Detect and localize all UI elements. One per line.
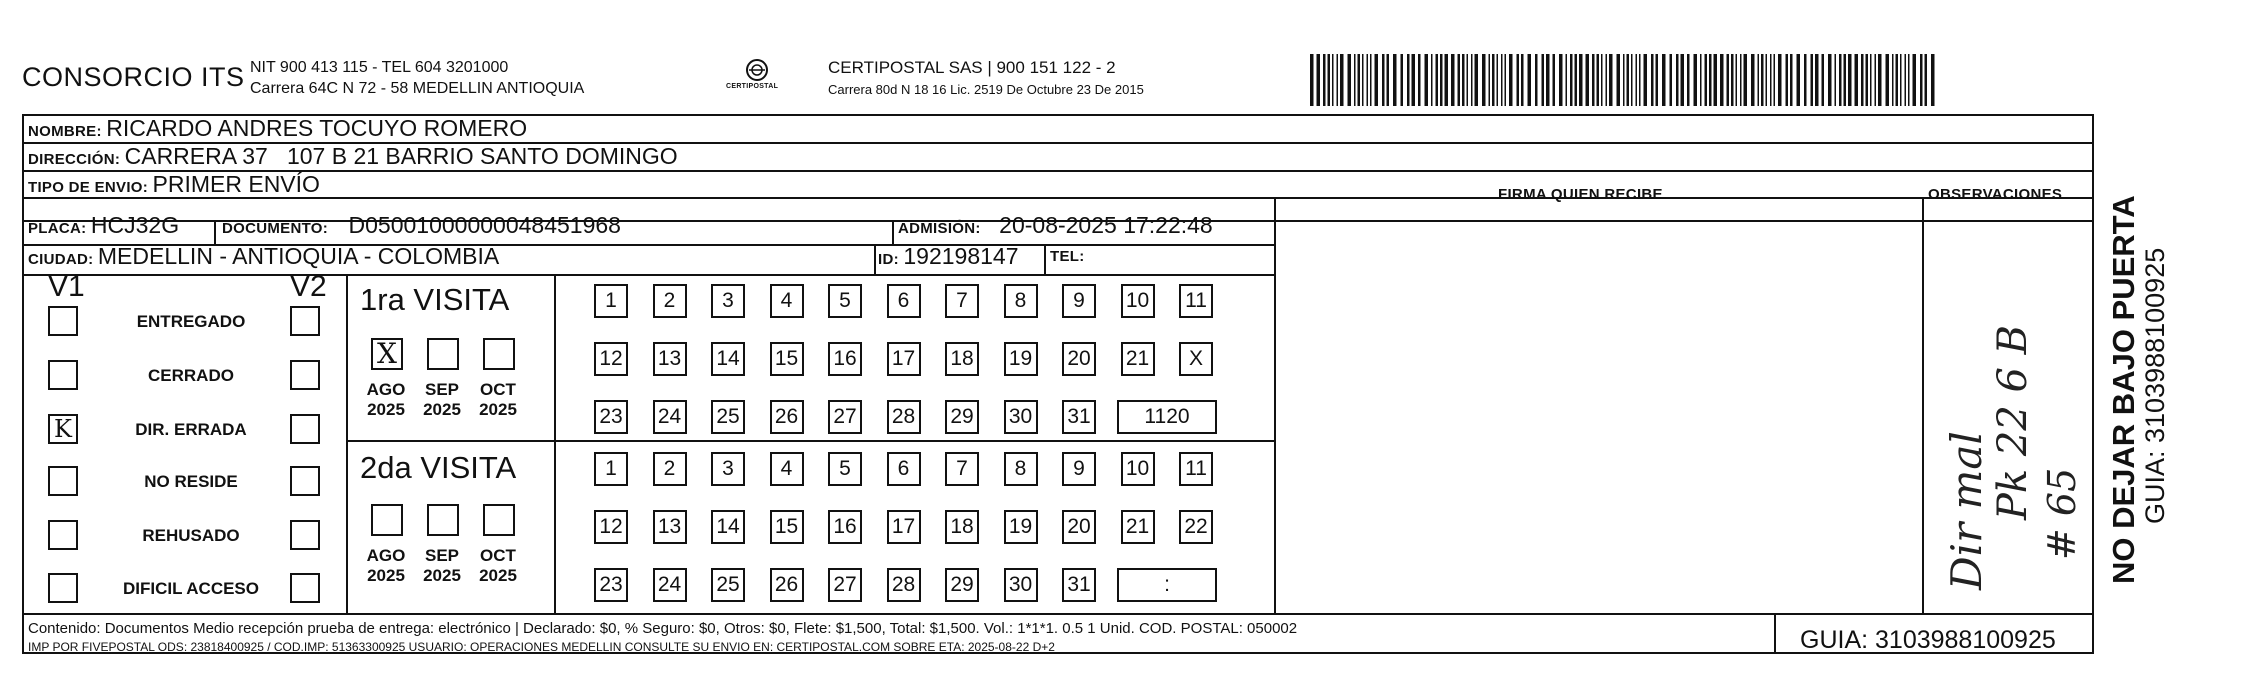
barcode-bar [1509,54,1513,106]
day-box[interactable]: 23 [594,568,628,602]
barcode-bar [1387,54,1390,106]
barcode-bar [1908,54,1910,106]
barcode-bar [1835,54,1837,106]
year-label: 2025 [423,400,461,419]
year-label: 2025 [367,400,405,419]
barcode-bar [1332,54,1334,106]
barcode-bar [1370,54,1372,106]
barcode-bar [1790,54,1793,106]
barcode-bar [1617,54,1621,106]
barcode-bar [1475,54,1479,106]
day-box[interactable]: 30 [1004,400,1038,434]
day-box[interactable]: 15 [770,342,804,376]
day-box[interactable]: 19 [1004,510,1038,544]
day-box[interactable]: 9 [1062,284,1096,318]
barcode-bar [1778,54,1782,106]
documento-value: D05001000000048451968 [348,212,621,238]
barcode-bar [1418,54,1421,106]
barcode-bar [1714,54,1718,106]
company-name: CONSORCIO ITS [22,62,245,92]
v1-checkbox[interactable]: K [48,414,78,444]
barcode-bar [1848,54,1852,106]
barcode-bar [1579,54,1583,106]
day-box[interactable]: 8 [1004,452,1038,486]
day-box[interactable]: 10 [1121,452,1155,486]
barcode-bar [1736,54,1738,106]
v2-checkbox[interactable] [290,520,320,550]
barcode-bar [1505,54,1507,106]
barcode-bar [1482,54,1486,106]
barcode-bar [1623,54,1625,106]
barcode [1308,54,1942,106]
barcode-bar [1570,54,1573,106]
tipo-row [28,171,320,198]
admision-value: 20-08-2025 17:22:48 [999,212,1213,238]
v2-header: V2 [290,270,327,303]
tipo-value: PRIMER ENVÍO [152,171,320,197]
month-label: SEP [424,546,460,565]
day-box[interactable]: 31 [1062,400,1096,434]
side-warning: NO DEJAR BAJO PUERTA [2106,195,2141,584]
day-box[interactable]: 13 [653,510,687,544]
v1-checkbox[interactable] [48,466,78,496]
day-box[interactable]: 13 [653,342,687,376]
barcode-bar [1687,54,1690,106]
barcode-bar [1815,54,1819,106]
day-box[interactable]: 14 [711,342,745,376]
status-option-label: REHUSADO [142,526,240,545]
month-label: SEP [424,380,460,399]
nombre-value: RICARDO ANDRES TOCUYO ROMERO [106,115,528,141]
barcode-bar [1471,54,1473,106]
v2-checkbox[interactable] [290,306,320,336]
ciudad-label: CIUDAD: [28,251,94,268]
barcode-bar [1601,54,1603,106]
barcode-bar [1597,54,1600,106]
day-box[interactable]: 29 [945,400,979,434]
barcode-bar [1662,54,1666,106]
visit1-title: 1ra VISITA [360,282,510,317]
barcode-bar [1855,54,1859,106]
barcode-bar [1354,54,1356,106]
day-box[interactable]: 15 [770,510,804,544]
barcode-bar [1375,54,1379,106]
month-checkbox[interactable] [427,338,459,370]
barcode-bar [1362,54,1364,106]
barcode-bar [1875,54,1877,106]
barcode-bar [1521,54,1524,106]
tipo-label: TIPO DE ENVIO: [28,179,149,196]
month-label: AGO [366,380,406,399]
day-box[interactable]: 24 [653,400,687,434]
barcode-bar [1436,54,1439,106]
barcode-bar [1886,54,1890,106]
day-box[interactable]: 28 [887,400,921,434]
day-box[interactable]: 27 [828,400,862,434]
year-label: 2025 [479,566,517,585]
barcode-bar [1458,54,1461,106]
barcode-bar [1751,54,1755,106]
barcode-bar [1804,54,1807,106]
barcode-bar [1892,54,1894,106]
barcode-bar [1656,54,1659,106]
month-label: OCT [480,380,516,399]
barcode-bar [1317,54,1321,106]
barcode-bar [1546,54,1550,106]
barcode-bar [1694,54,1698,106]
barcode-bar [1489,54,1491,106]
day-box[interactable]: 16 [828,510,862,544]
tel-row [1050,248,1085,266]
day-box[interactable]: 26 [770,568,804,602]
placa-row [28,212,179,239]
day-box[interactable]: 25 [711,400,745,434]
month-label: AGO [366,546,406,565]
day-box[interactable]: X [1179,342,1213,376]
v1-checkbox[interactable] [48,306,78,336]
barcode-bar [1636,54,1638,106]
id-row [878,243,1018,270]
barcode-bar [1592,54,1595,106]
day-box[interactable]: 28 [887,568,921,602]
barcode-bar [1542,54,1545,106]
month-label: OCT [480,546,516,565]
barcode-bar [1720,54,1724,106]
barcode-bar [1323,54,1326,106]
barcode-bar [1340,54,1344,106]
obs-hand-2: Pk 22 6 B [1990,324,2036,520]
obs-hand-3: # 65 [2040,467,2084,560]
barcode-bar [1740,54,1742,106]
side-guia: GUIA: 3103988100925 [2140,247,2170,524]
year-label: 2025 [367,566,405,585]
barcode-bar [1913,54,1917,106]
direccion-value: CARRERA 37 107 B 21 BARRIO SANTO DOMINGO [124,143,678,169]
day-box[interactable]: 3 [711,452,745,486]
status-option-label: DIFICIL ACCESO [122,579,259,598]
day-box[interactable]: 17 [887,342,921,376]
status-option-label: DIR. ERRADA [135,420,247,439]
day-box[interactable]: 23 [594,400,628,434]
day-box[interactable]: 8 [1004,284,1038,318]
day-box[interactable]: 2 [653,284,687,318]
barcode-bar [1758,54,1760,106]
status-option-label: NO RESIDE [144,472,238,491]
day-box[interactable]: 14 [711,510,745,544]
documento-row [222,212,621,239]
barcode-bar [1681,54,1685,106]
barcode-bar [1553,54,1556,106]
documento-label: DOCUMENTO: [222,220,329,237]
barcode-bar [1639,54,1641,106]
day-box[interactable]: 2 [653,452,687,486]
footer-contenido: Contenido: Documentos Medio recepción prueba de entrega: electrónico | Declarado: $0, % Seguro: $0, Otros: $0, Flete: $1,500, Total: $1,500. Vol.: 1*1*1. 0.5 1 Unid. COD. POSTAL: 050002 [28,620,1298,637]
day-box[interactable]: 6 [887,284,921,318]
ciudad-row [28,243,499,270]
barcode-bar [1920,54,1923,106]
status-option-label: ENTREGADO [136,312,246,331]
day-box[interactable]: 21 [1121,510,1155,544]
barcode-bar [1337,54,1339,106]
day-box[interactable]: 22 [1179,510,1213,544]
barcode-bar [1609,54,1613,106]
day-box[interactable]: 31 [1062,568,1096,602]
barcode-bar [1822,54,1825,106]
barcode-bar [1517,54,1520,106]
barcode-bar [1896,54,1899,106]
barcode-bar [1462,54,1465,106]
observaciones-header: OBSERVACIONES [1928,186,2063,203]
barcode-bar [1407,54,1410,106]
day-box[interactable]: 7 [945,452,979,486]
barcode-bar [1440,54,1443,106]
day-box[interactable]: 7 [945,284,979,318]
barcode-bar [1492,54,1495,106]
day-box[interactable]: 26 [770,400,804,434]
direccion-label: DIRECCIÓN: [28,151,121,168]
time-box[interactable]: 1120 [1117,400,1217,434]
barcode-bar [1631,54,1633,106]
barcode-bar [1931,54,1935,106]
id-value: 192198147 [903,243,1019,269]
footer-guia: GUIA: 3103988100925 [1800,626,2056,654]
barcode-bar [1401,54,1404,106]
day-box[interactable]: 9 [1062,452,1096,486]
barcode-bar [1451,54,1455,106]
carrier-name: CERTIPOSTAL SAS | 900 151 122 - 2 [828,58,1116,77]
barcode-bar [1844,54,1847,106]
obs-hand-1: Dir mal [1942,431,1991,590]
day-box[interactable]: 3 [711,284,745,318]
barcode-bar [1709,54,1712,106]
time-box[interactable]: : [1117,568,1217,602]
nombre-row [28,115,527,142]
barcode-bar [1900,54,1902,106]
placa-label: PLACA: [28,220,87,237]
barcode-bar [1700,54,1702,106]
barcode-bar [1575,54,1578,106]
barcode-bar [1627,54,1630,106]
day-box[interactable]: 20 [1062,510,1096,544]
v2-checkbox[interactable] [290,414,320,444]
month-checkbox[interactable] [371,504,403,536]
day-box[interactable]: 4 [770,284,804,318]
barcode-bar [1878,54,1882,106]
day-box[interactable]: 1 [594,284,628,318]
company-nit-tel: NIT 900 413 115 - TEL 604 3201000 [250,59,509,76]
barcode-bar [1431,54,1433,106]
barcode-bar [1925,54,1928,106]
barcode-bar [1727,54,1730,106]
barcode-bar [1310,54,1314,106]
barcode-bar [1586,54,1590,106]
barcode-bar [1774,54,1776,106]
v1-checkbox[interactable] [48,360,78,390]
day-box[interactable]: 16 [828,342,862,376]
year-label: 2025 [479,400,517,419]
day-box[interactable]: 18 [945,342,979,376]
barcode-bar [1559,54,1563,106]
day-box[interactable]: 11 [1179,284,1213,318]
barcode-bar [1566,54,1568,106]
barcode-bar [1382,54,1385,106]
day-box[interactable]: 12 [594,342,628,376]
day-box[interactable]: 6 [887,452,921,486]
barcode-bar [1358,54,1361,106]
day-box[interactable]: 30 [1004,568,1038,602]
day-box[interactable]: 20 [1062,342,1096,376]
day-box[interactable]: 18 [945,510,979,544]
barcode-bar [1766,54,1768,106]
barcode-bar [1651,54,1654,106]
year-label: 2025 [423,566,461,585]
v1-checkbox[interactable] [48,573,78,603]
carrier-license: Carrera 80d N 18 16 Lic. 2519 De Octubre 23 De 2015 [828,82,1144,97]
barcode-bar [1744,54,1748,106]
barcode-bar [1770,54,1772,106]
v1-header: V1 [48,270,85,303]
barcode-bar [1328,54,1331,106]
barcode-bar [1644,54,1648,106]
barcode-bar [1497,54,1499,106]
status-option-label: CERRADO [148,366,234,385]
barcode-bar [1866,54,1869,106]
barcode-bar [1606,54,1608,106]
barcode-bar [1731,54,1734,106]
barcode-bar [1367,54,1369,106]
barcode-bar [1828,54,1832,106]
day-box[interactable]: 4 [770,452,804,486]
day-box[interactable]: 29 [945,568,979,602]
day-box[interactable]: 12 [594,510,628,544]
day-box[interactable]: 27 [828,568,862,602]
tel-label: TEL: [1050,248,1085,265]
barcode-bar [1467,54,1469,106]
month-checkbox[interactable] [483,338,515,370]
day-box[interactable]: 10 [1121,284,1155,318]
admision-label: ADMISIÓN: [898,220,981,237]
admision-row [898,212,1213,239]
barcode-bar [1412,54,1416,106]
barcode-bar [1425,54,1429,106]
ciudad-value: MEDELLIN - ANTIOQUIA - COLOMBIA [97,243,500,269]
barcode-bar [1445,54,1449,106]
barcode-bar [1348,54,1352,106]
visit2-title: 2da VISITA [360,450,517,485]
barcode-bar [1839,54,1842,106]
month-checkbox[interactable]: X [371,338,403,370]
day-box[interactable]: 21 [1121,342,1155,376]
v2-checkbox[interactable] [290,360,320,390]
barcode-bar [1676,54,1679,106]
day-box[interactable]: 25 [711,568,745,602]
barcode-bar [1393,54,1397,106]
barcode-bar [1705,54,1708,106]
barcode-bar [1786,54,1789,106]
footer-imp: IMP POR FIVEPOSTAL ODS: 23818400925 / COD.IMP: 51363300925 USUARIO: OPERACIONES MEDELLIN CONSULTE SU ENVIO EN: CERTIPOSTAL.COM SOBRE ETA: 2025-08-22 D+2 [28,640,1055,654]
barcode-bar [1905,54,1907,106]
certipostal-logo [722,56,792,96]
month-checkbox[interactable] [427,504,459,536]
day-box[interactable]: 19 [1004,342,1038,376]
barcode-bar [1761,54,1764,106]
barcode-bar [1528,54,1532,106]
month-checkbox[interactable] [483,504,515,536]
barcode-bar [1535,54,1538,106]
day-box[interactable]: 24 [653,568,687,602]
day-box[interactable]: 1 [594,452,628,486]
firma-header: FIRMA QUIEN RECIBE [1498,186,1663,203]
direccion-row [28,143,678,170]
company-address: Carrera 64C N 72 - 58 MEDELLIN ANTIOQUIA [250,80,585,97]
barcode-bar [1861,54,1864,106]
v2-checkbox[interactable] [290,573,320,603]
v2-checkbox[interactable] [290,466,320,496]
day-box[interactable]: 5 [828,452,862,486]
barcode-bar [1870,54,1872,106]
day-box[interactable]: 11 [1179,452,1213,486]
day-box[interactable]: 5 [828,284,862,318]
barcode-bar [1501,54,1503,106]
barcode-bar [1811,54,1814,106]
placa-value: HCJ32G [90,212,180,238]
barcode-bar [1670,54,1673,106]
nombre-label: NOMBRE: [28,123,102,140]
id-label: ID: [878,251,899,268]
day-box[interactable]: 17 [887,510,921,544]
v1-checkbox[interactable] [48,520,78,550]
barcode-bar [1797,54,1801,106]
shipping-form [22,114,2094,654]
logo-text: CERTIPOSTAL [726,83,779,90]
